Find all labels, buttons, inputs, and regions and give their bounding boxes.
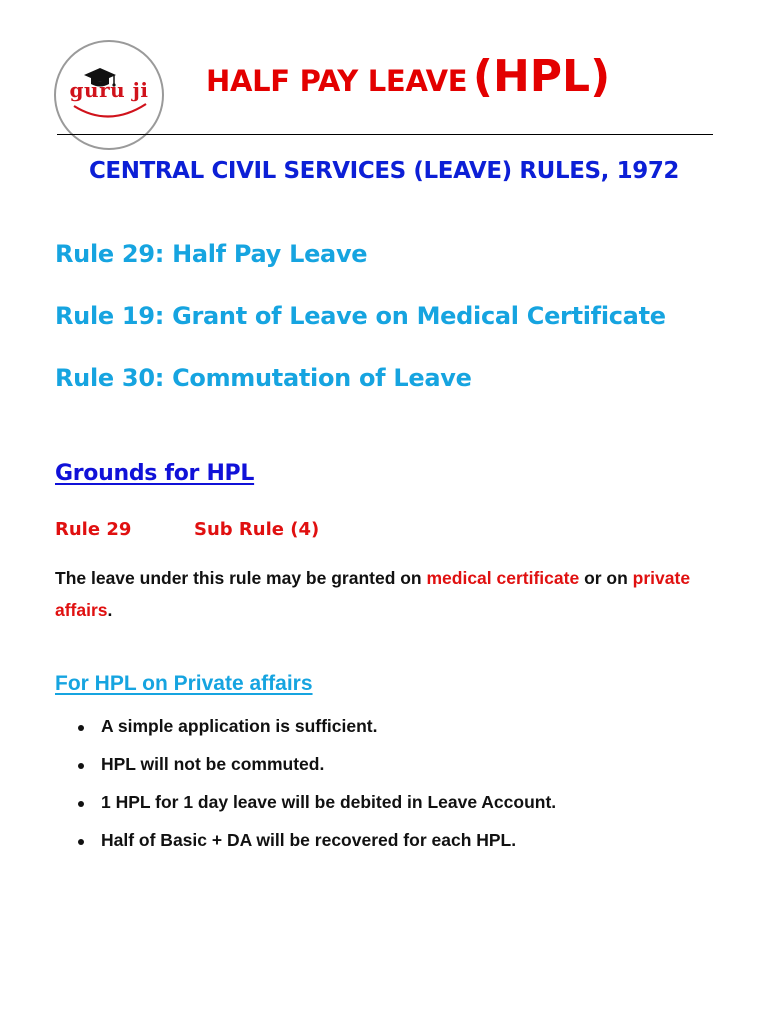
grounds-paragraph [55, 562, 735, 626]
title-main: HALF PAY LEAVE [206, 64, 468, 98]
list-item-text: Half of Basic + DA will be recovered for each HPL. [101, 830, 517, 850]
bullet-list [0, 716, 768, 868]
rule-item: Rule 19: Grant of Leave on Medical Certificate [55, 302, 666, 330]
rule-item: Rule 29: Half Pay Leave [55, 240, 368, 268]
para-text: . [107, 600, 113, 620]
bullet-icon [78, 801, 84, 807]
bullet-icon [78, 725, 84, 731]
private-affairs-heading: For HPL on Private affairs [55, 672, 313, 695]
header-divider [57, 134, 713, 135]
page-title [206, 51, 611, 102]
para-text: The leave under this rule may be granted on [55, 568, 427, 588]
list-item [0, 754, 768, 792]
subtitle: CENTRAL CIVIL SERVICES (LEAVE) RULES, 1972 [88, 158, 680, 184]
list-item [0, 716, 768, 754]
logo-text: guru ji [69, 78, 149, 102]
para-text: or on [579, 568, 633, 588]
list-item-text: A simple application is sufficient. [101, 716, 378, 736]
highlight-private-affairs: private affairs [55, 568, 691, 620]
rule-item: Rule 30: Commutation of Leave [55, 364, 472, 392]
rule-reference: Rule 29 [55, 519, 132, 540]
title-abbrev: (HPL) [472, 51, 611, 102]
sub-rule-reference: Sub Rule (4) [194, 519, 320, 540]
list-item-text: HPL will not be commuted. [101, 754, 325, 774]
bullet-icon [78, 763, 84, 769]
bullet-icon [78, 839, 84, 845]
list-item-text: 1 HPL for 1 day leave will be debited in Leave Account. [101, 792, 557, 812]
highlight-medical-certificate: medical certificate [426, 568, 580, 588]
grounds-heading: Grounds for HPL [55, 461, 255, 486]
list-item [0, 830, 768, 868]
list-item [0, 792, 768, 830]
